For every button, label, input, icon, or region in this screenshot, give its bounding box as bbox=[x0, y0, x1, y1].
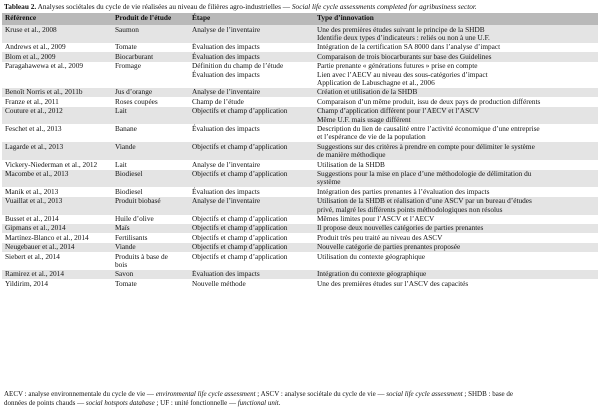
cell-stage bbox=[189, 97, 314, 106]
cell-stage bbox=[189, 62, 314, 88]
cell-product bbox=[112, 88, 189, 97]
cell-line: Kruse et al., 2008 bbox=[5, 25, 57, 34]
cell-line: Analyse de l’inventaire bbox=[192, 160, 261, 169]
cell-line: Lien avec l’AECV au niveau des sous-catégories d’impact bbox=[317, 69, 488, 79]
footnote-line-2 bbox=[4, 399, 596, 408]
cell-line: Produit biobasé bbox=[115, 196, 161, 206]
cell-line: et l’espérance de vie de la population bbox=[317, 132, 426, 142]
cell-line: Paragahawewa et al., 2009 bbox=[5, 61, 84, 71]
cell-line: de manière méthodique bbox=[317, 150, 386, 160]
cell-line: Martínez-Blanco et al., 2014 bbox=[5, 233, 89, 242]
cell-product bbox=[112, 187, 189, 196]
cell-product bbox=[112, 107, 189, 125]
cell-stage bbox=[189, 107, 314, 125]
cell-innovation-type bbox=[314, 52, 598, 61]
cell-reference bbox=[2, 107, 112, 125]
cell-reference bbox=[2, 97, 112, 106]
cell-line: Comparaison de trois biocarburants sur base des Guidelines bbox=[317, 52, 492, 61]
cell-product bbox=[112, 279, 189, 288]
cell-line: Suggestions pour la mise en place d’une méthodologie de délimitation du bbox=[317, 169, 532, 178]
cell-line: système bbox=[317, 177, 341, 187]
footnote-english: functional unit bbox=[237, 398, 279, 407]
cell-line: bois bbox=[115, 260, 128, 270]
cell-line: Maïs bbox=[115, 223, 130, 233]
cell-line: Utilisation du contexte géographique bbox=[317, 252, 426, 261]
caption-english: Social life cycle assessments completed for agribusiness sector. bbox=[291, 2, 477, 11]
cell-innovation-type bbox=[314, 124, 598, 142]
cell-reference bbox=[2, 25, 112, 43]
cell-reference bbox=[2, 62, 112, 88]
cell-line: Création et utilisation de la SHDB bbox=[317, 87, 418, 97]
cell-line: Viande bbox=[115, 142, 136, 151]
cell-reference bbox=[2, 170, 112, 188]
cell-line: Biodiesel bbox=[115, 169, 143, 178]
cell-product bbox=[112, 97, 189, 106]
cell-line: Biodiesel bbox=[115, 187, 143, 196]
cell-line: Nouvelle catégorie de parties prenantes proposée bbox=[317, 242, 461, 252]
cell-innovation-type bbox=[314, 215, 598, 224]
cell-reference bbox=[2, 142, 112, 160]
cell-line: Benoît Norris et al., 2011b bbox=[5, 87, 83, 97]
footnote-text: . bbox=[278, 398, 281, 407]
cell-reference bbox=[2, 233, 112, 242]
cell-line: Banane bbox=[115, 124, 137, 133]
footnote-text: ; SHDB : base de bbox=[462, 390, 514, 398]
cell-innovation-type bbox=[314, 187, 598, 196]
table-row bbox=[2, 160, 598, 169]
innovation-table bbox=[2, 13, 598, 289]
cell-line: Tomate bbox=[115, 42, 137, 52]
cell-line: Intégration des parties prenantes à l’évaluation des impacts bbox=[317, 187, 490, 196]
footnote-english: environmental life cycle assessment bbox=[155, 390, 256, 398]
table-footnote bbox=[4, 390, 596, 407]
cell-line: Évaluation des impacts bbox=[192, 269, 260, 279]
cell-reference bbox=[2, 88, 112, 97]
table-row bbox=[2, 52, 598, 61]
footnote-english: social life cycle assessment bbox=[386, 390, 463, 398]
cell-line: Yildirim, 2014 bbox=[5, 279, 48, 288]
cell-line: Évaluation des impacts bbox=[192, 42, 260, 52]
cell-line: Partie prenante « générations futures » prise en compte bbox=[317, 61, 478, 71]
cell-innovation-type bbox=[314, 97, 598, 106]
header-stage: Étape bbox=[189, 13, 314, 25]
cell-innovation-type bbox=[314, 270, 598, 279]
cell-line: Couture et al., 2012 bbox=[5, 106, 63, 116]
cell-stage bbox=[189, 142, 314, 160]
cell-innovation-type bbox=[314, 243, 598, 252]
cell-line: Fertilisants bbox=[115, 233, 148, 242]
cell-innovation-type bbox=[314, 252, 598, 270]
cell-stage bbox=[189, 279, 314, 288]
cell-stage bbox=[189, 233, 314, 242]
header-innovation-type: Type d’innovation bbox=[314, 13, 598, 25]
cell-reference bbox=[2, 187, 112, 196]
cell-line: Tomate bbox=[115, 279, 137, 288]
cell-line: Gipmans et al., 2014 bbox=[5, 223, 66, 233]
cell-product bbox=[112, 270, 189, 279]
cell-line: Objectifs et champ d’application bbox=[192, 252, 288, 261]
cell-line: Objectifs et champ d’application bbox=[192, 242, 288, 252]
cell-line: Suggestions sur des critères à prendre en compte pour délimiter le système bbox=[317, 142, 535, 151]
cell-reference bbox=[2, 270, 112, 279]
cell-reference bbox=[2, 52, 112, 61]
table-row bbox=[2, 197, 598, 215]
cell-line: Objectifs et champ d’application bbox=[192, 169, 288, 178]
cell-line: Objectifs et champ d’application bbox=[192, 233, 288, 242]
cell-reference bbox=[2, 279, 112, 288]
cell-product bbox=[112, 124, 189, 142]
cell-product bbox=[112, 252, 189, 270]
cell-line: Jus d’orange bbox=[115, 87, 153, 97]
cell-innovation-type bbox=[314, 160, 598, 169]
table-row bbox=[2, 124, 598, 142]
cell-line: Même U.F. mais usage différent bbox=[317, 114, 411, 124]
cell-line: Objectifs et champ d’application bbox=[192, 106, 288, 116]
cell-line: Évaluation des impacts bbox=[192, 124, 260, 133]
table-caption bbox=[4, 2, 596, 11]
cell-line: Évaluation des impacts bbox=[192, 69, 260, 79]
cell-reference bbox=[2, 197, 112, 215]
cell-line: Blom et al., 2009 bbox=[5, 52, 56, 61]
table-row bbox=[2, 107, 598, 125]
cell-line: Busset et al., 2014 bbox=[5, 214, 59, 224]
cell-line: Roses coupées bbox=[115, 97, 158, 106]
cell-line: Objectifs et champ d’application bbox=[192, 142, 288, 151]
cell-product bbox=[112, 224, 189, 233]
cell-product bbox=[112, 233, 189, 242]
caption-text: Analyses sociétales du cycle de vie réalisées au niveau de filières agro-industrielles — bbox=[36, 2, 292, 11]
cell-product bbox=[112, 243, 189, 252]
table-row bbox=[2, 142, 598, 160]
cell-product bbox=[112, 142, 189, 160]
cell-product bbox=[112, 160, 189, 169]
caption-label: Tableau 2. bbox=[4, 2, 37, 11]
cell-stage bbox=[189, 25, 314, 43]
cell-stage bbox=[189, 224, 314, 233]
table-row bbox=[2, 43, 598, 52]
footnote-text: ; ASCV : analyse sociétale du cycle de vie — bbox=[255, 390, 387, 398]
cell-stage bbox=[189, 124, 314, 142]
cell-stage bbox=[189, 160, 314, 169]
cell-innovation-type bbox=[314, 142, 598, 160]
cell-innovation-type bbox=[314, 170, 598, 188]
cell-line: Mêmes limites pour l’ASCV et l’AECV bbox=[317, 214, 435, 224]
cell-line: Évaluation des impacts bbox=[192, 52, 260, 61]
cell-reference bbox=[2, 224, 112, 233]
cell-line: Siebert et al., 2014 bbox=[5, 252, 60, 261]
cell-reference bbox=[2, 252, 112, 270]
cell-stage bbox=[189, 187, 314, 196]
cell-line: Il propose deux nouvelles catégories de parties prenantes bbox=[317, 223, 484, 233]
cell-line: privé, malgré les différents points méthodologiques non résolus bbox=[317, 204, 503, 214]
cell-stage bbox=[189, 252, 314, 270]
cell-line: Feschet et al., 2013 bbox=[5, 124, 62, 133]
cell-line: Description du lien de causalité entre l’activité économique d’une entreprise bbox=[317, 124, 540, 133]
cell-stage bbox=[189, 43, 314, 52]
cell-reference bbox=[2, 243, 112, 252]
cell-line: Analyse de l’inventaire bbox=[192, 87, 261, 97]
cell-line: Évaluation des impacts bbox=[192, 187, 260, 196]
table-row bbox=[2, 252, 598, 270]
cell-stage bbox=[189, 170, 314, 188]
footnote-text: données de points chauds — bbox=[4, 398, 86, 407]
table-body bbox=[2, 25, 598, 289]
cell-line: Neugebauer et al., 2014 bbox=[5, 242, 75, 252]
table-row bbox=[2, 187, 598, 196]
table-row bbox=[2, 279, 598, 288]
table-row bbox=[2, 233, 598, 242]
cell-stage bbox=[189, 270, 314, 279]
cell-innovation-type bbox=[314, 43, 598, 52]
table-row bbox=[2, 270, 598, 279]
footnote-text: AECV : analyse environnementale du cycle de vie — bbox=[4, 390, 156, 398]
cell-line: Objectifs et champ d’application bbox=[192, 214, 288, 224]
cell-line: Manik et al., 2013 bbox=[5, 187, 59, 196]
cell-product bbox=[112, 197, 189, 215]
cell-innovation-type bbox=[314, 107, 598, 125]
header-product: Produit de l’étude bbox=[112, 13, 189, 25]
cell-line: Biocarburant bbox=[115, 52, 154, 61]
table-row bbox=[2, 243, 598, 252]
header-reference: Référence bbox=[2, 13, 112, 25]
table-header-row bbox=[2, 13, 598, 25]
cell-line: Intégration de la certification SA 8000 dans l’analyse d’impact bbox=[317, 42, 501, 52]
cell-line: Lait bbox=[115, 160, 127, 169]
cell-line: Produit très peu traité au niveau des ASCV bbox=[317, 233, 443, 242]
cell-line: Utilisation de la SHDB bbox=[317, 160, 385, 169]
cell-product bbox=[112, 43, 189, 52]
cell-line: Objectifs et champ d’application bbox=[192, 223, 288, 233]
footnote-english: social hotspots database bbox=[85, 398, 155, 407]
cell-reference bbox=[2, 124, 112, 142]
table-row bbox=[2, 224, 598, 233]
table-row bbox=[2, 97, 598, 106]
table-row bbox=[2, 62, 598, 88]
cell-line: Intégration du contexte géographique bbox=[317, 269, 427, 279]
cell-line: Application de Labuschagne et al., 2006 bbox=[317, 77, 435, 87]
cell-stage bbox=[189, 52, 314, 61]
table-row bbox=[2, 88, 598, 97]
cell-line: Andrews et al., 2009 bbox=[5, 42, 66, 52]
cell-product bbox=[112, 52, 189, 61]
cell-stage bbox=[189, 215, 314, 224]
cell-product bbox=[112, 25, 189, 43]
cell-line: Utilisation de la SHDB et réalisation d’une ASCV par un bureau d’études bbox=[317, 196, 532, 206]
cell-innovation-type bbox=[314, 25, 598, 43]
cell-line: Définition du champ de l’étude bbox=[192, 61, 284, 71]
cell-line: Analyse de l’inventaire bbox=[192, 25, 261, 34]
cell-line: Une des premières études suivant le principe de la SHDB bbox=[317, 25, 485, 34]
cell-stage bbox=[189, 197, 314, 215]
cell-line: Analyse de l’inventaire bbox=[192, 196, 261, 206]
cell-line: Saumon bbox=[115, 25, 139, 34]
cell-line: Identifie deux types d’indicateurs : reliés ou non à une U.F. bbox=[317, 32, 490, 42]
cell-line: Comparaison d’un même produit, issu de deux pays de production différents bbox=[317, 97, 541, 106]
cell-innovation-type bbox=[314, 279, 598, 288]
cell-line: Fromage bbox=[115, 61, 141, 71]
cell-reference bbox=[2, 215, 112, 224]
cell-line: Lait bbox=[115, 106, 127, 116]
table-row bbox=[2, 170, 598, 188]
table-row bbox=[2, 25, 598, 43]
table-row bbox=[2, 215, 598, 224]
footnote-line-1 bbox=[4, 390, 596, 399]
cell-line: Huile d’olive bbox=[115, 214, 154, 224]
cell-reference bbox=[2, 43, 112, 52]
cell-line: Franze et al., 2011 bbox=[5, 97, 59, 106]
cell-product bbox=[112, 62, 189, 88]
cell-line: Nouvelle méthode bbox=[192, 279, 246, 288]
cell-line: Ramirez et al., 2014 bbox=[5, 269, 64, 279]
footnote-text: ; UF : unité fonctionnelle — bbox=[154, 398, 238, 407]
cell-line: Vuaillat et al., 2013 bbox=[5, 196, 63, 206]
cell-line: Produits à base de bbox=[115, 252, 168, 261]
cell-innovation-type bbox=[314, 62, 598, 88]
cell-innovation-type bbox=[314, 233, 598, 242]
cell-innovation-type bbox=[314, 197, 598, 215]
cell-reference bbox=[2, 160, 112, 169]
cell-product bbox=[112, 170, 189, 188]
cell-line: Savon bbox=[115, 269, 134, 279]
cell-innovation-type bbox=[314, 88, 598, 97]
cell-stage bbox=[189, 243, 314, 252]
cell-innovation-type bbox=[314, 224, 598, 233]
cell-product bbox=[112, 215, 189, 224]
cell-line: Viande bbox=[115, 242, 136, 252]
cell-stage bbox=[189, 88, 314, 97]
cell-line: Champ de l’étude bbox=[192, 97, 244, 106]
cell-line: Champ d’application différent pour l’AECV et l’ASCV bbox=[317, 106, 480, 116]
cell-line: Une des premières études sur l’ASCV des capacités bbox=[317, 279, 469, 288]
cell-line: Macombe et al., 2013 bbox=[5, 169, 69, 178]
cell-line: Lagarde et al., 2013 bbox=[5, 142, 64, 151]
cell-line: Vickery-Niederman et al., 2012 bbox=[5, 160, 98, 169]
